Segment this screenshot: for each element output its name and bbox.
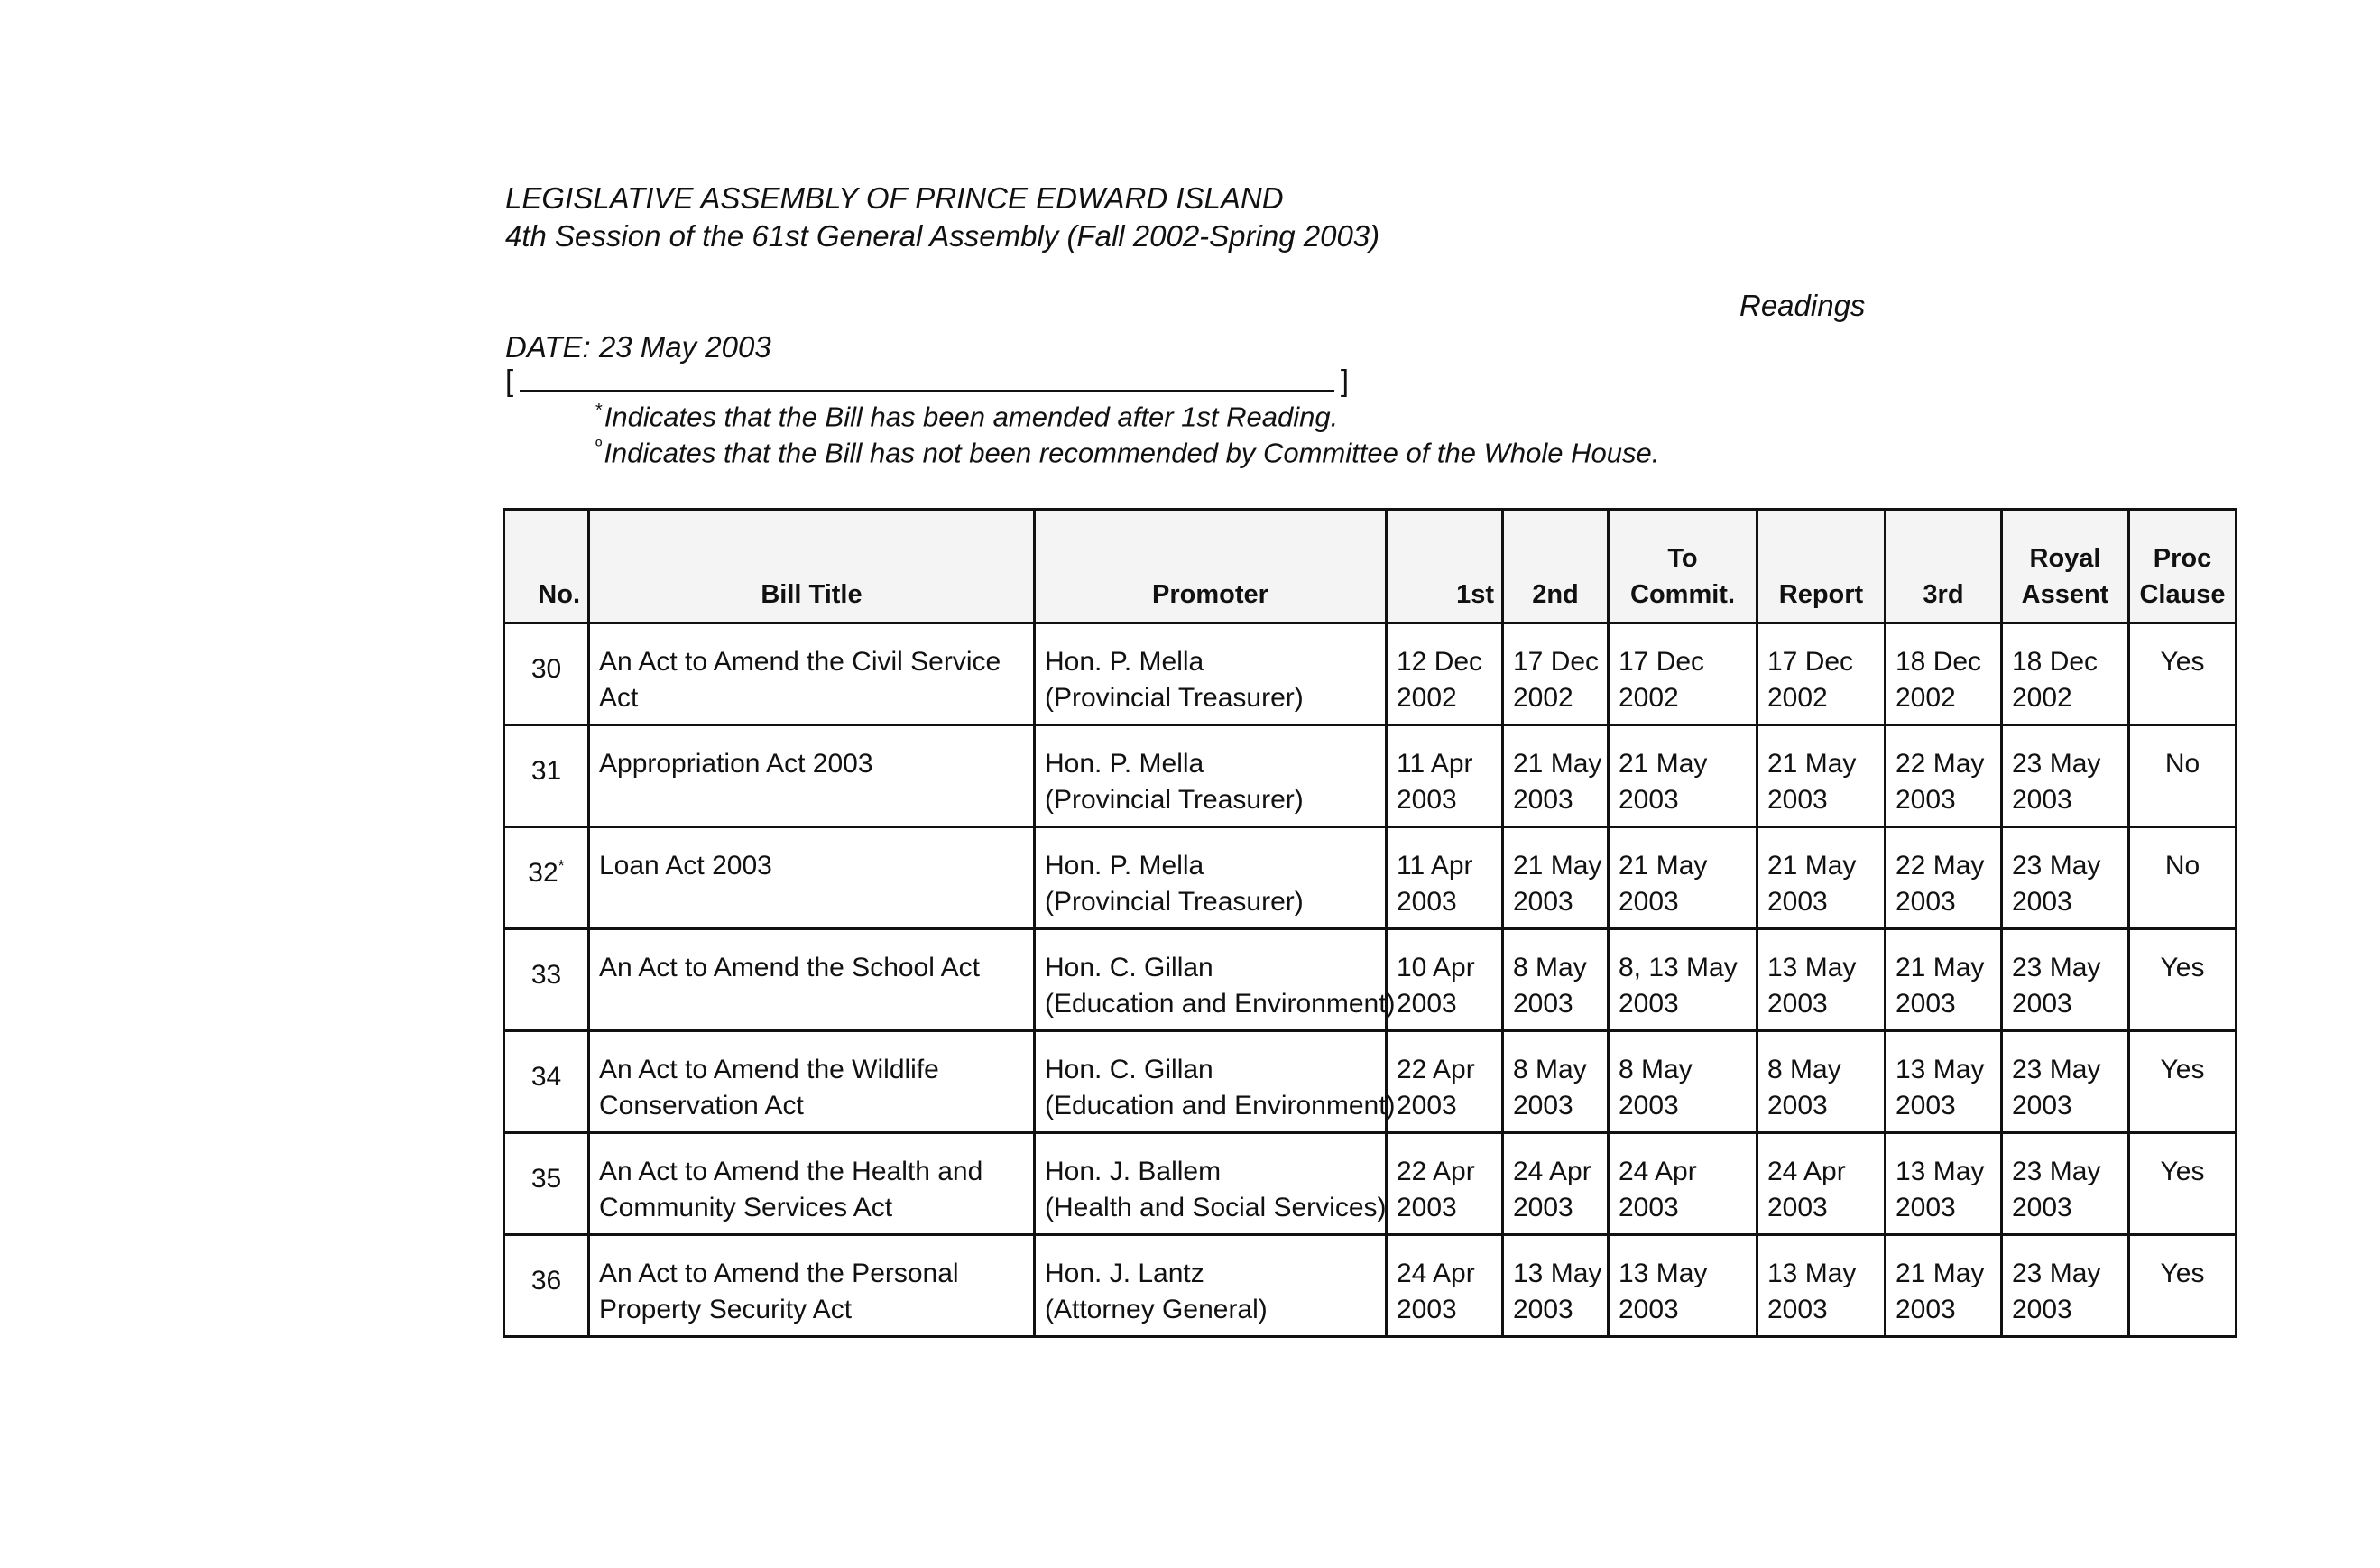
second-reading-cell <box>1503 725 1609 827</box>
second-reading-date: 8 May <box>1513 953 1587 982</box>
first-reading-year: 2003 <box>1397 1091 1457 1121</box>
table-row <box>504 1235 2237 1337</box>
second-reading-year: 2002 <box>1513 683 1573 713</box>
royal-assent-year: 2002 <box>2012 683 2072 713</box>
third-reading-year: 2003 <box>1896 785 1956 815</box>
to-commit-cell <box>1609 1235 1757 1337</box>
promoter-portfolio: (Health and Social Services) <box>1045 1193 1387 1222</box>
report-cell <box>1757 1133 1886 1235</box>
third-reading-year: 2003 <box>1896 887 1956 917</box>
to-commit-cell <box>1609 827 1757 929</box>
first-reading-cell <box>1387 725 1503 827</box>
royal-assent-year: 2003 <box>2012 1193 2072 1222</box>
first-reading-cell <box>1387 1133 1503 1235</box>
promoter-name: Hon. P. Mella <box>1045 851 1204 881</box>
to-commit-cell <box>1609 725 1757 827</box>
proc-clause-cell <box>2129 1235 2237 1337</box>
proc-clause-cell <box>2129 1133 2237 1235</box>
promoter-cell <box>1035 929 1396 1031</box>
to-commit-date: 24 Apr <box>1619 1157 1697 1186</box>
third-reading-year: 2003 <box>1896 989 1956 1019</box>
third-reading-cell <box>1886 1031 2002 1133</box>
proc-clause-value: Yes <box>2160 953 2205 982</box>
header-report: Report <box>1757 510 1886 623</box>
header-promoter: Promoter <box>1035 510 1387 623</box>
to-commit-date: 13 May <box>1619 1259 1708 1288</box>
bill-title-cell <box>589 725 1035 827</box>
blank-rule <box>520 390 1334 392</box>
table-row <box>504 1031 2237 1133</box>
royal-assent-date: 23 May <box>2012 851 2101 881</box>
document-subtitle: 4th Session of the 61st General Assembly (Fall 2002-Spring 2003) <box>505 219 1380 253</box>
to-commit-year: 2003 <box>1619 887 1679 917</box>
promoter-name: Hon. J. Lantz <box>1045 1259 1204 1288</box>
to-commit-year: 2003 <box>1619 1091 1679 1121</box>
report-date: 24 Apr <box>1767 1157 1846 1186</box>
to-commit-date: 21 May <box>1619 851 1708 881</box>
bill-title-cell <box>589 929 1035 1031</box>
royal-assent-year: 2003 <box>2012 887 2072 917</box>
third-reading-cell <box>1886 623 2002 725</box>
first-reading-year: 2003 <box>1397 1193 1457 1222</box>
report-year: 2003 <box>1767 887 1828 917</box>
bill-title-cell <box>589 623 1035 725</box>
note-amended <box>595 401 1338 433</box>
promoter-portfolio: (Provincial Treasurer) <box>1045 785 1304 815</box>
proc-clause-cell <box>2129 1031 2237 1133</box>
report-date: 21 May <box>1767 749 1857 779</box>
third-reading-date: 21 May <box>1896 953 1985 982</box>
royal-assent-cell <box>2002 1031 2129 1133</box>
report-year: 2003 <box>1767 1295 1828 1324</box>
bill-number: 35 <box>530 1164 562 1194</box>
bill-number-cell <box>504 929 589 1031</box>
proc-clause-cell <box>2129 929 2237 1031</box>
to-commit-year: 2003 <box>1619 1295 1679 1324</box>
bill-number-cell <box>504 1235 589 1337</box>
report-cell <box>1757 929 1886 1031</box>
royal-assent-year: 2003 <box>2012 1091 2072 1121</box>
proc-clause-value: Yes <box>2160 1157 2205 1186</box>
third-reading-date: 18 Dec <box>1896 647 1982 677</box>
bill-title: Loan Act 2003 <box>599 851 772 881</box>
report-date: 21 May <box>1767 851 1857 881</box>
to-commit-cell <box>1609 929 1757 1031</box>
report-date: 13 May <box>1767 953 1857 982</box>
date-line: DATE: 23 May 2003 <box>505 330 771 364</box>
third-reading-date: 13 May <box>1896 1055 1985 1084</box>
report-date: 8 May <box>1767 1055 1841 1084</box>
first-reading-date: 12 Dec <box>1397 647 1483 677</box>
to-commit-date: 8, 13 May <box>1619 953 1738 982</box>
first-reading-cell <box>1387 623 1503 725</box>
report-cell <box>1757 1031 1886 1133</box>
to-commit-year: 2003 <box>1619 785 1679 815</box>
third-reading-year: 2003 <box>1896 1091 1956 1121</box>
to-commit-cell <box>1609 623 1757 725</box>
report-date: 17 Dec <box>1767 647 1854 677</box>
third-reading-cell <box>1886 827 2002 929</box>
right-bracket: ] <box>1340 364 1349 397</box>
header-first: 1st <box>1387 510 1503 623</box>
third-reading-date: 22 May <box>1896 749 1985 779</box>
bill-title: An Act to Amend the Health and Community Services Act <box>599 1157 983 1222</box>
royal-assent-date: 23 May <box>2012 749 2101 779</box>
table-row <box>504 827 2237 929</box>
bill-number: 36 <box>530 1266 562 1296</box>
royal-assent-cell <box>2002 725 2129 827</box>
first-reading-date: 24 Apr <box>1397 1259 1475 1288</box>
bill-title: An Act to Amend the Wildlife Conservation Act <box>599 1055 939 1121</box>
second-reading-date: 13 May <box>1513 1259 1602 1288</box>
first-reading-cell <box>1387 929 1503 1031</box>
third-reading-cell <box>1886 1133 2002 1235</box>
second-reading-year: 2003 <box>1513 785 1573 815</box>
proc-clause-value: No <box>2164 851 2200 881</box>
report-cell <box>1757 725 1886 827</box>
bill-title: An Act to Amend the Civil Service Act <box>599 647 1001 713</box>
first-reading-year: 2003 <box>1397 887 1457 917</box>
bill-number-cell <box>504 1031 589 1133</box>
bill-title-cell <box>589 827 1035 929</box>
third-reading-year: 2003 <box>1896 1193 1956 1222</box>
third-reading-date: 21 May <box>1896 1259 1985 1288</box>
to-commit-cell <box>1609 1031 1757 1133</box>
promoter-name: Hon. J. Ballem <box>1045 1157 1222 1186</box>
promoter-name: Hon. C. Gillan <box>1045 953 1213 982</box>
second-reading-date: 21 May <box>1513 851 1602 881</box>
promoter-cell <box>1035 623 1387 725</box>
promoter-cell <box>1035 1133 1387 1235</box>
bill-title: Appropriation Act 2003 <box>599 749 873 779</box>
second-reading-date: 21 May <box>1513 749 1602 779</box>
royal-assent-cell <box>2002 1235 2129 1337</box>
report-year: 2003 <box>1767 1091 1828 1121</box>
royal-assent-cell <box>2002 1133 2129 1235</box>
second-reading-cell <box>1503 827 1609 929</box>
proc-clause-cell <box>2129 827 2237 929</box>
first-reading-year: 2003 <box>1397 989 1457 1019</box>
second-reading-cell <box>1503 929 1609 1031</box>
report-cell <box>1757 623 1886 725</box>
first-reading-cell <box>1387 827 1503 929</box>
header-to-commit: To Commit. <box>1609 510 1757 623</box>
note-amended-text: Indicates that the Bill has been amended after 1st Reading. <box>604 401 1339 433</box>
second-reading-year: 2003 <box>1513 1295 1573 1324</box>
to-commit-year: 2002 <box>1619 683 1679 713</box>
royal-assent-cell <box>2002 623 2129 725</box>
third-reading-year: 2002 <box>1896 683 1956 713</box>
bill-number-cell <box>504 725 589 827</box>
promoter-cell <box>1035 725 1387 827</box>
royal-assent-date: 23 May <box>2012 1055 2101 1084</box>
to-commit-date: 8 May <box>1619 1055 1693 1084</box>
promoter-portfolio: (Provincial Treasurer) <box>1045 887 1304 917</box>
bill-number-cell <box>504 1133 589 1235</box>
second-reading-year: 2003 <box>1513 1193 1573 1222</box>
third-reading-cell <box>1886 725 2002 827</box>
to-commit-year: 2003 <box>1619 989 1679 1019</box>
bill-number: 32 <box>528 858 558 888</box>
third-reading-date: 22 May <box>1896 851 1985 881</box>
report-year: 2003 <box>1767 785 1828 815</box>
first-reading-year: 2003 <box>1397 1295 1457 1324</box>
promoter-cell <box>1035 827 1387 929</box>
report-date: 13 May <box>1767 1259 1857 1288</box>
header-royal-assent: Royal Assent <box>2002 510 2129 623</box>
royal-assent-year: 2003 <box>2012 785 2072 815</box>
promoter-name: Hon. P. Mella <box>1045 647 1204 677</box>
third-reading-year: 2003 <box>1896 1295 1956 1324</box>
report-cell <box>1757 827 1886 929</box>
proc-clause-value: No <box>2164 749 2200 779</box>
bill-number: 33 <box>530 960 562 990</box>
bills-table-body <box>504 623 2237 1337</box>
header-bill-title: Bill Title <box>589 510 1035 623</box>
royal-assent-date: 18 Dec <box>2012 647 2099 677</box>
second-reading-year: 2003 <box>1513 989 1573 1019</box>
proc-clause-value: Yes <box>2160 1055 2205 1084</box>
table-row <box>504 725 2237 827</box>
third-reading-cell <box>1886 1235 2002 1337</box>
note-not-recommended <box>595 437 1659 469</box>
promoter-portfolio: (Provincial Treasurer) <box>1045 683 1304 713</box>
second-reading-cell <box>1503 623 1609 725</box>
promoter-cell <box>1035 1031 1396 1133</box>
promoter-cell <box>1035 1235 1387 1337</box>
first-reading-date: 22 Apr <box>1397 1157 1475 1186</box>
royal-assent-date: 23 May <box>2012 1259 2101 1288</box>
to-commit-date: 21 May <box>1619 749 1708 779</box>
asterisk-symbol: * <box>595 401 603 420</box>
promoter-name: Hon. P. Mella <box>1045 749 1204 779</box>
proc-clause-value: Yes <box>2160 1259 2205 1288</box>
first-reading-date: 22 Apr <box>1397 1055 1475 1084</box>
bill-number: 31 <box>530 756 562 786</box>
second-reading-cell <box>1503 1031 1609 1133</box>
first-reading-date: 10 Apr <box>1397 953 1475 982</box>
table-row <box>504 929 2237 1031</box>
second-reading-date: 8 May <box>1513 1055 1587 1084</box>
bill-title-cell <box>589 1235 1035 1337</box>
second-reading-cell <box>1503 1235 1609 1337</box>
proc-clause-value: Yes <box>2160 647 2205 677</box>
report-year: 2002 <box>1767 683 1828 713</box>
first-reading-cell <box>1387 1031 1503 1133</box>
report-year: 2003 <box>1767 1193 1828 1222</box>
table-header-row <box>504 510 2237 623</box>
promoter-name: Hon. C. Gillan <box>1045 1055 1213 1084</box>
header-third: 3rd <box>1886 510 2002 623</box>
royal-assent-cell <box>2002 929 2129 1031</box>
promoter-portfolio: (Education and Environment) <box>1045 1091 1396 1121</box>
header-proc-clause: Proc Clause <box>2129 510 2237 623</box>
header-no: No. <box>504 510 589 623</box>
first-reading-year: 2003 <box>1397 785 1457 815</box>
to-commit-cell <box>1609 1133 1757 1235</box>
to-commit-year: 2003 <box>1619 1193 1679 1222</box>
table-row <box>504 1133 2237 1235</box>
third-reading-date: 13 May <box>1896 1157 1985 1186</box>
table-row <box>504 623 2237 725</box>
bill-title-cell <box>589 1031 1035 1133</box>
bill-title: An Act to Amend the Personal Property Security Act <box>599 1259 959 1324</box>
bills-table <box>503 508 2237 1338</box>
second-reading-year: 2003 <box>1513 1091 1573 1121</box>
proc-clause-cell <box>2129 623 2237 725</box>
bill-number: 34 <box>530 1062 562 1092</box>
royal-assent-cell <box>2002 827 2129 929</box>
second-reading-date: 17 Dec <box>1513 647 1600 677</box>
ordinal-symbol: º <box>595 437 603 457</box>
second-reading-cell <box>1503 1133 1609 1235</box>
left-bracket: [ <box>505 364 514 397</box>
bill-title: An Act to Amend the School Act <box>599 953 980 982</box>
first-reading-cell <box>1387 1235 1503 1337</box>
blank-fill-line <box>505 364 1349 397</box>
bill-number: 30 <box>530 654 562 684</box>
first-reading-date: 11 Apr <box>1397 851 1473 881</box>
royal-assent-date: 23 May <box>2012 953 2101 982</box>
royal-assent-year: 2003 <box>2012 989 2072 1019</box>
bill-title-cell <box>589 1133 1035 1235</box>
promoter-portfolio: (Education and Environment) <box>1045 989 1396 1019</box>
bill-number-cell <box>504 623 589 725</box>
amended-mark: * <box>558 857 565 875</box>
proc-clause-cell <box>2129 725 2237 827</box>
royal-assent-date: 23 May <box>2012 1157 2101 1186</box>
readings-label: Readings <box>1739 289 1866 322</box>
first-reading-date: 11 Apr <box>1397 749 1473 779</box>
report-year: 2003 <box>1767 989 1828 1019</box>
report-cell <box>1757 1235 1886 1337</box>
to-commit-date: 17 Dec <box>1619 647 1705 677</box>
document-title: LEGISLATIVE ASSEMBLY OF PRINCE EDWARD ISLAND <box>505 181 1284 215</box>
third-reading-cell <box>1886 929 2002 1031</box>
bill-number-cell <box>504 827 589 929</box>
promoter-portfolio: (Attorney General) <box>1045 1295 1268 1324</box>
royal-assent-year: 2003 <box>2012 1295 2072 1324</box>
second-reading-year: 2003 <box>1513 887 1573 917</box>
note-not-recommended-text: Indicates that the Bill has not been recommended by Committee of the Whole House. <box>604 437 1660 469</box>
second-reading-date: 24 Apr <box>1513 1157 1591 1186</box>
first-reading-year: 2002 <box>1397 683 1457 713</box>
header-second: 2nd <box>1503 510 1609 623</box>
